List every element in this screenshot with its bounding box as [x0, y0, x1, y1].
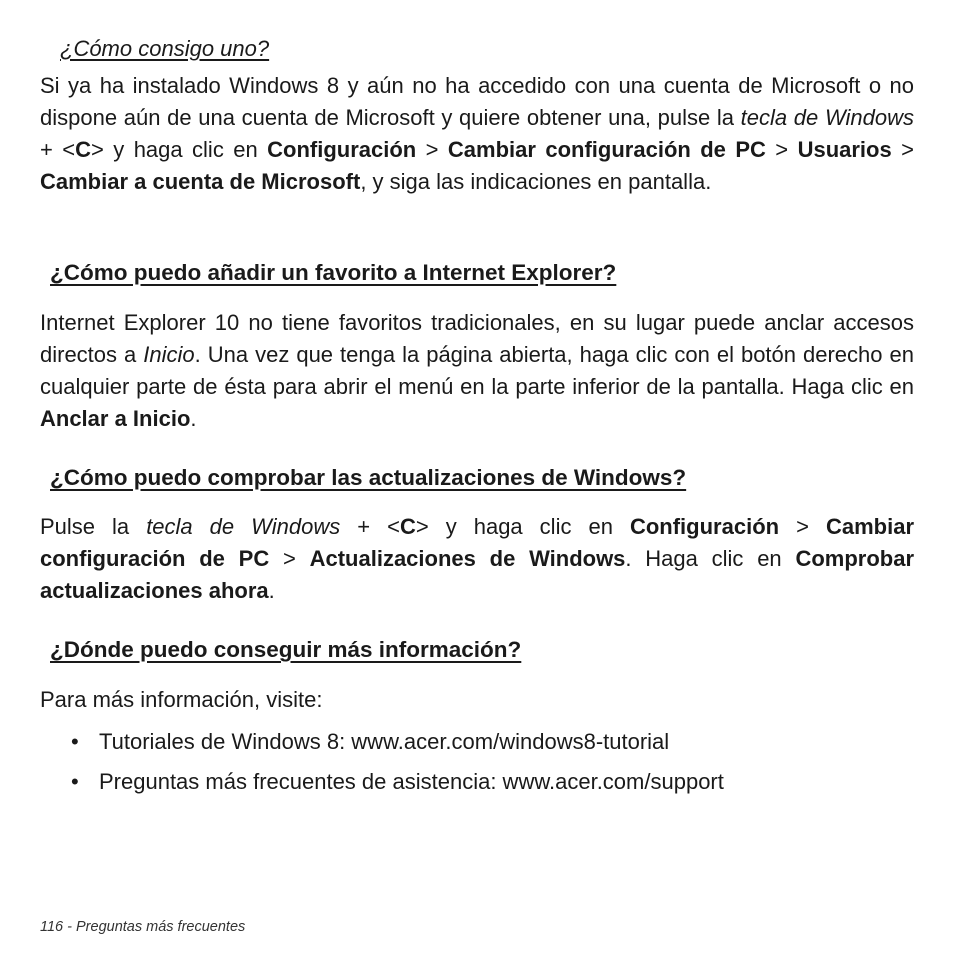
text-run-italic: tecla de Windows [146, 514, 341, 539]
text-run: . Haga clic en [625, 546, 796, 571]
text-run: Pulse la [40, 514, 147, 539]
bullet-icon: • [71, 729, 79, 754]
text-run-italic: tecla de Windows [740, 105, 914, 130]
text-run: . [190, 406, 197, 431]
text-run-bold: Anclar a Inicio [40, 406, 191, 431]
text-run-italic: Inicio [143, 342, 195, 367]
paragraph-more-info-intro: Para más información, visite: [40, 687, 323, 712]
paragraph-microsoft-account [40, 70, 914, 198]
text-run-bold: Cambiar configuración de PC [447, 137, 766, 162]
text-run: > y haga clic en [415, 514, 630, 539]
text-run-bold: C [75, 137, 92, 162]
text-run: > [891, 137, 914, 162]
text-run: > y haga clic en [91, 137, 268, 162]
text-run: > [779, 514, 826, 539]
text-run: Si ya ha instalado Windows 8 y aún no ha accedido con una cuenta de Microsoft o no dispone aún de una cuenta de Microsoft y quiere obtener una, pulse la [40, 73, 914, 130]
text-run-bold: Actualizaciones de Windows [309, 546, 626, 571]
subheading-how-to-get-one: ¿Cómo consigo uno? [60, 36, 270, 61]
text-run: > [269, 546, 310, 571]
text-run: > [416, 137, 448, 162]
text-run: . Una vez que tenga la página abierta, haga clic con el botón derecho en cualquier parte de ésta para abrir el menú en la parte inferior de la pantalla. Haga clic en [40, 342, 914, 399]
paragraph-favorites [40, 307, 914, 435]
heading-updates: ¿Cómo puedo comprobar las actualizaciones de Windows? [50, 465, 687, 490]
text-run-bold: Usuarios [797, 137, 892, 162]
text-run-bold: Cambiar configuración de PC [40, 514, 915, 571]
list-item [40, 726, 920, 758]
text-run-bold: Configuración [267, 137, 417, 162]
text-run: + < [40, 137, 76, 162]
text-run: Internet Explorer 10 no tiene favoritos tradicionales, en su lugar puede anclar accesos directos a [40, 310, 914, 367]
bullet-icon: • [71, 769, 79, 794]
text-run: > [765, 137, 798, 162]
page-footer: 116 - Preguntas más frecuentes [40, 919, 246, 935]
text-run-bold: Cambiar a cuenta de Microsoft [40, 169, 361, 194]
info-links-list [40, 726, 920, 806]
paragraph-updates [40, 511, 914, 607]
list-item [40, 766, 920, 798]
list-item-text: Tutoriales de Windows 8: www.acer.com/windows8-tutorial [99, 729, 670, 754]
heading-favorites: ¿Cómo puedo añadir un favorito a Internet Explorer? [50, 260, 617, 285]
text-run-bold: C [399, 514, 416, 539]
text-run-bold: Comprobar actualizaciones ahora [40, 546, 914, 603]
heading-more-info: ¿Dónde puedo conseguir más información? [50, 637, 522, 662]
text-run: + < [340, 514, 400, 539]
list-item-text: Preguntas más frecuentes de asistencia: www.acer.com/support [99, 769, 724, 794]
text-run: , y siga las indicaciones en pantalla. [360, 169, 712, 194]
text-run-bold: Configuración [629, 514, 780, 539]
text-run: . [268, 578, 275, 603]
